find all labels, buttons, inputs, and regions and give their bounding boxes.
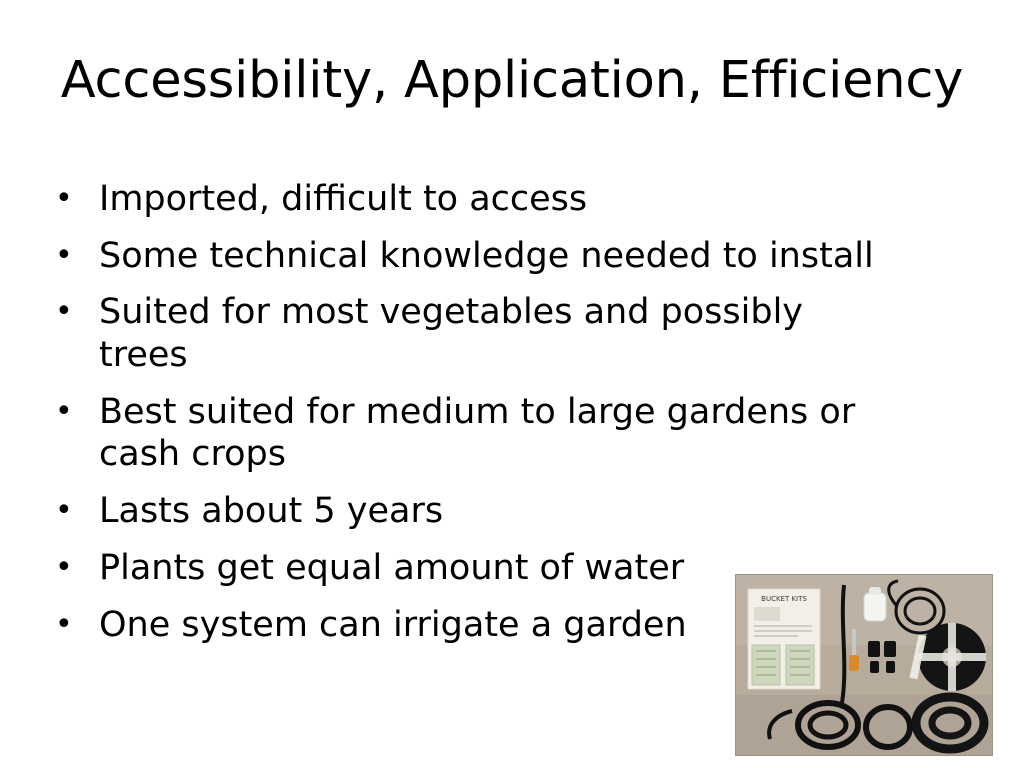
list-item xyxy=(55,291,960,376)
drip-irrigation-bucket-kit-photo xyxy=(735,574,993,756)
bullet-marker-icon: • xyxy=(55,393,73,429)
bullet-marker-icon: • xyxy=(55,181,73,216)
list-item xyxy=(55,391,960,476)
list-item-text: Some technical knowledge needed to install xyxy=(99,235,874,276)
list-item-text: Best suited for medium to large gardens or cash crops xyxy=(99,391,856,475)
list-item-text: Lasts about 5 years xyxy=(99,491,444,532)
bullet-marker-icon: • xyxy=(55,237,73,273)
list-item xyxy=(55,178,960,221)
list-item-text: Plants get equal amount of water xyxy=(99,547,685,588)
list-item-text: One system can irrigate a garden xyxy=(99,604,687,645)
list-item-text: Suited for most vegetables and possibly trees xyxy=(99,292,804,376)
bullet-marker-icon: • xyxy=(55,606,73,642)
list-item xyxy=(55,490,960,533)
list-item xyxy=(55,235,960,278)
svg-text:BUCKET KITS: BUCKET KITS xyxy=(761,595,807,603)
bullet-marker-icon: • xyxy=(55,294,73,330)
list-item-text: Imported, difficult to access xyxy=(99,179,588,219)
page-title: Accessibility, Application, Efficiency xyxy=(60,51,964,110)
bullet-marker-icon: • xyxy=(55,549,73,585)
bullet-marker-icon: • xyxy=(55,493,73,529)
